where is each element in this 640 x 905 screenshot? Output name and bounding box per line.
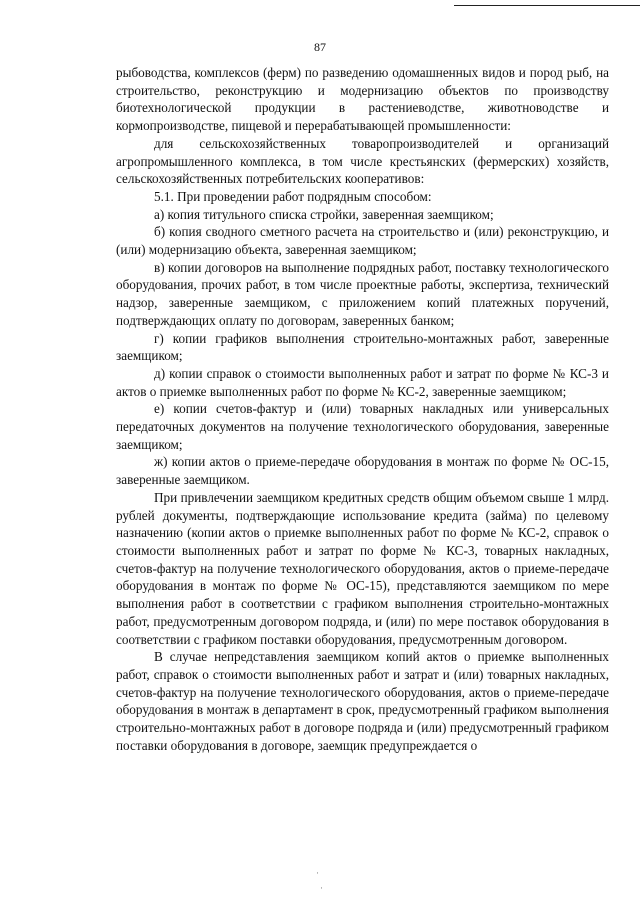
paragraph: в) копии договоров на выполнение подрядных работ, поставку технологического оборудования, прочих работ, в том числе проектные работы, экспертиза, технический надзор, заверенные заемщиком, с приложением копий платежных поручений, подтверждающих оплату по договорам, заверенных банком; xyxy=(116,259,609,328)
paragraph: При привлечении заемщиком кредитных средств общим объемом свыше 1 млрд. рублей документы, подтверждающие использование кредита (займа) по целевому назначению (копии актов о приемке выполненных работ по форме № КС-2, справок о стоимости выполненных работ и затрат по форме № КС-3, товарных накладных, счетов-фактур на получение технологического оборудования, актов о приеме-передаче оборудования в монтаж по форме № ОС-15), представляются заемщиком по мере выполнения работ в соответствии с графиком выполнения строительно-монтажных работ, предусмотренным договором подряда, и (или) по мере поставок оборудования в соответствии с графиком поставки оборудования, предусмотренным договором. xyxy=(116,489,609,647)
paragraph: рыбоводства, комплексов (ферм) по разведению одомашненных видов и пород рыб, на строительство, реконструкцию и модернизацию объектов по производству биотехнологической продукции в растениеводстве, животноводстве и кормопроизводстве, пищевой и перерабатывающей промышленности: xyxy=(116,65,609,134)
paragraph: 5.1. При проведении работ подрядным способом: xyxy=(154,188,432,204)
paragraph: а) копия титульного списка стройки, заверенная заемщиком; xyxy=(154,206,494,222)
top-rule xyxy=(454,5,640,6)
paragraph: г) копии графиков выполнения строительно-монтажных работ, заверенные заемщиком; xyxy=(116,330,609,364)
paragraph: ж) копии актов о приеме-передаче оборудования в монтаж по форме № ОС-15, заверенные заемщиком. xyxy=(116,454,609,488)
paragraph: б) копия сводного сметного расчета на строительство и (или) реконструкцию, и (или) модернизацию объекта, заверенная заемщиком; xyxy=(116,224,609,258)
scan-mark: · xyxy=(316,868,319,878)
page-number: 87 xyxy=(314,40,326,54)
paragraph: В случае непредставления заемщиком копий актов о приемке выполненных работ, справок о стоимости выполненных работ и затрат и (или) товарных накладных, счетов-фактур на получение технологического оборудования, актов о приеме-передаче оборудования в монтаж в департамент в срок, предусмотренный графиком выполнения строительно-монтажных работ в договоре подряда и (или) предусмотренный графиком поставки оборудования в договоре, заемщик предупреждается о xyxy=(116,649,609,753)
document-body xyxy=(116,64,609,754)
paragraph: е) копии счетов-фактур и (или) товарных накладных или универсальных передаточных документов на получение технологического оборудования, заверенные заемщиком; xyxy=(116,401,609,452)
paragraph: для сельскохозяйственных товаропроизводителей и организаций агропромышленного комплекса, в том числе крестьянских (фермерских) хозяйств, сельскохозяйственных потребительских кооперативов: xyxy=(116,135,609,187)
scan-mark: · xyxy=(320,883,323,893)
paragraph: д) копии справок о стоимости выполненных работ и затрат по форме № КС-3 и актов о приемке выполненных работ по форме № КС-2, заверенные заемщиком; xyxy=(116,365,609,399)
